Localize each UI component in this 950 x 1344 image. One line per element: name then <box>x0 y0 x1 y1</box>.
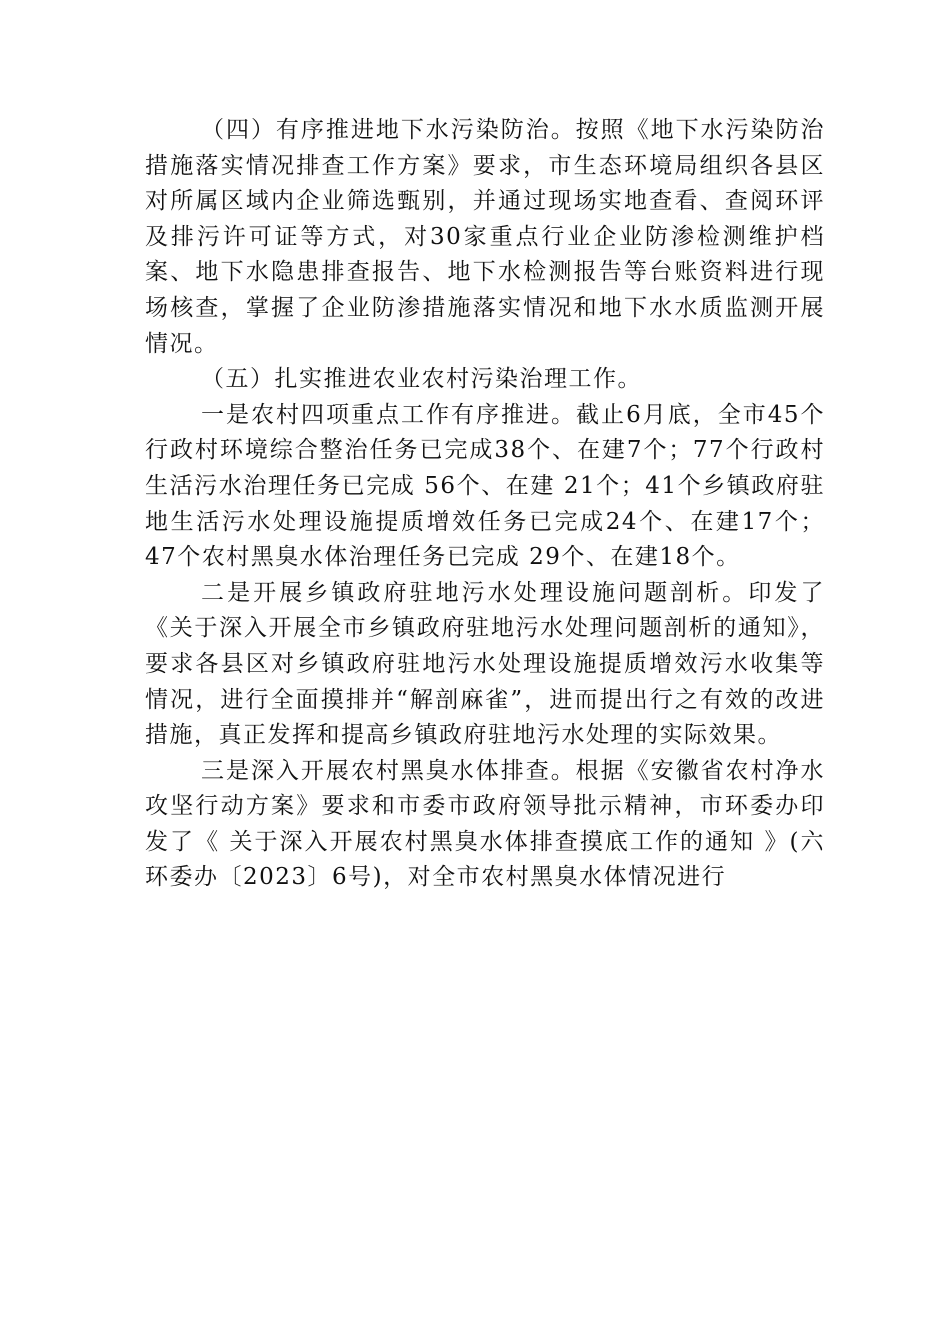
paragraph-heading-agricultural-pollution: （五）扎实推进农业农村污染治理工作。 <box>201 366 642 393</box>
paragraph-rural-key-tasks: 一是农村四项重点工作有序推进。截止6月底，全市45个行政村环境综合整治任务已完成38个、在建7个；77个行政村生活污水治理任务已完成 56个、在建 21个；41个乡镇政府驻地生活污水处理设施提质增效任务已完成24个、在建17个；47个农村黑臭水体治理任务已完成 29个、在建18个。 <box>145 401 825 571</box>
paragraph-township-sewage-analysis: 二是开展乡镇政府驻地污水处理设施问题剖析。印发了《关于深入开展全市乡镇政府驻地污水处理问题剖析的通知》，要求各县区对乡镇政府驻地污水处理设施提质增效污水收集等情况，进行全面摸排并“解剖麻雀”，进而提出行之有效的改进措施，真正发挥和提高乡镇政府驻地污水处理的实际效果。 <box>145 579 825 749</box>
document-body <box>145 113 825 896</box>
paragraph-black-odorous-water-survey: 三是深入开展农村黑臭水体排查。根据《安徽省农村净水攻坚行动方案》要求和市委市政府领导批示精神，市环委办印发了《 关于深入开展农村黑臭水体排查摸底工作的通知 》(六环委办〔2023〕6号)，对全市农村黑臭水体情况进行 <box>145 757 825 891</box>
paragraph-groundwater-pollution: （四）有序推进地下水污染防治。按照《地下水污染防治措施落实情况排查工作方案》要求，市生态环境局组织各县区对所属区域内企业筛选甄别，并通过现场实地查看、查阅环评及排污许可证等方式，对30家重点行业企业防渗检测维护档案、地下水隐患排查报告、地下水检测报告等台账资料进行现场核查，掌握了企业防渗措施落实情况和地下水水质监测开展情况。 <box>145 117 825 357</box>
